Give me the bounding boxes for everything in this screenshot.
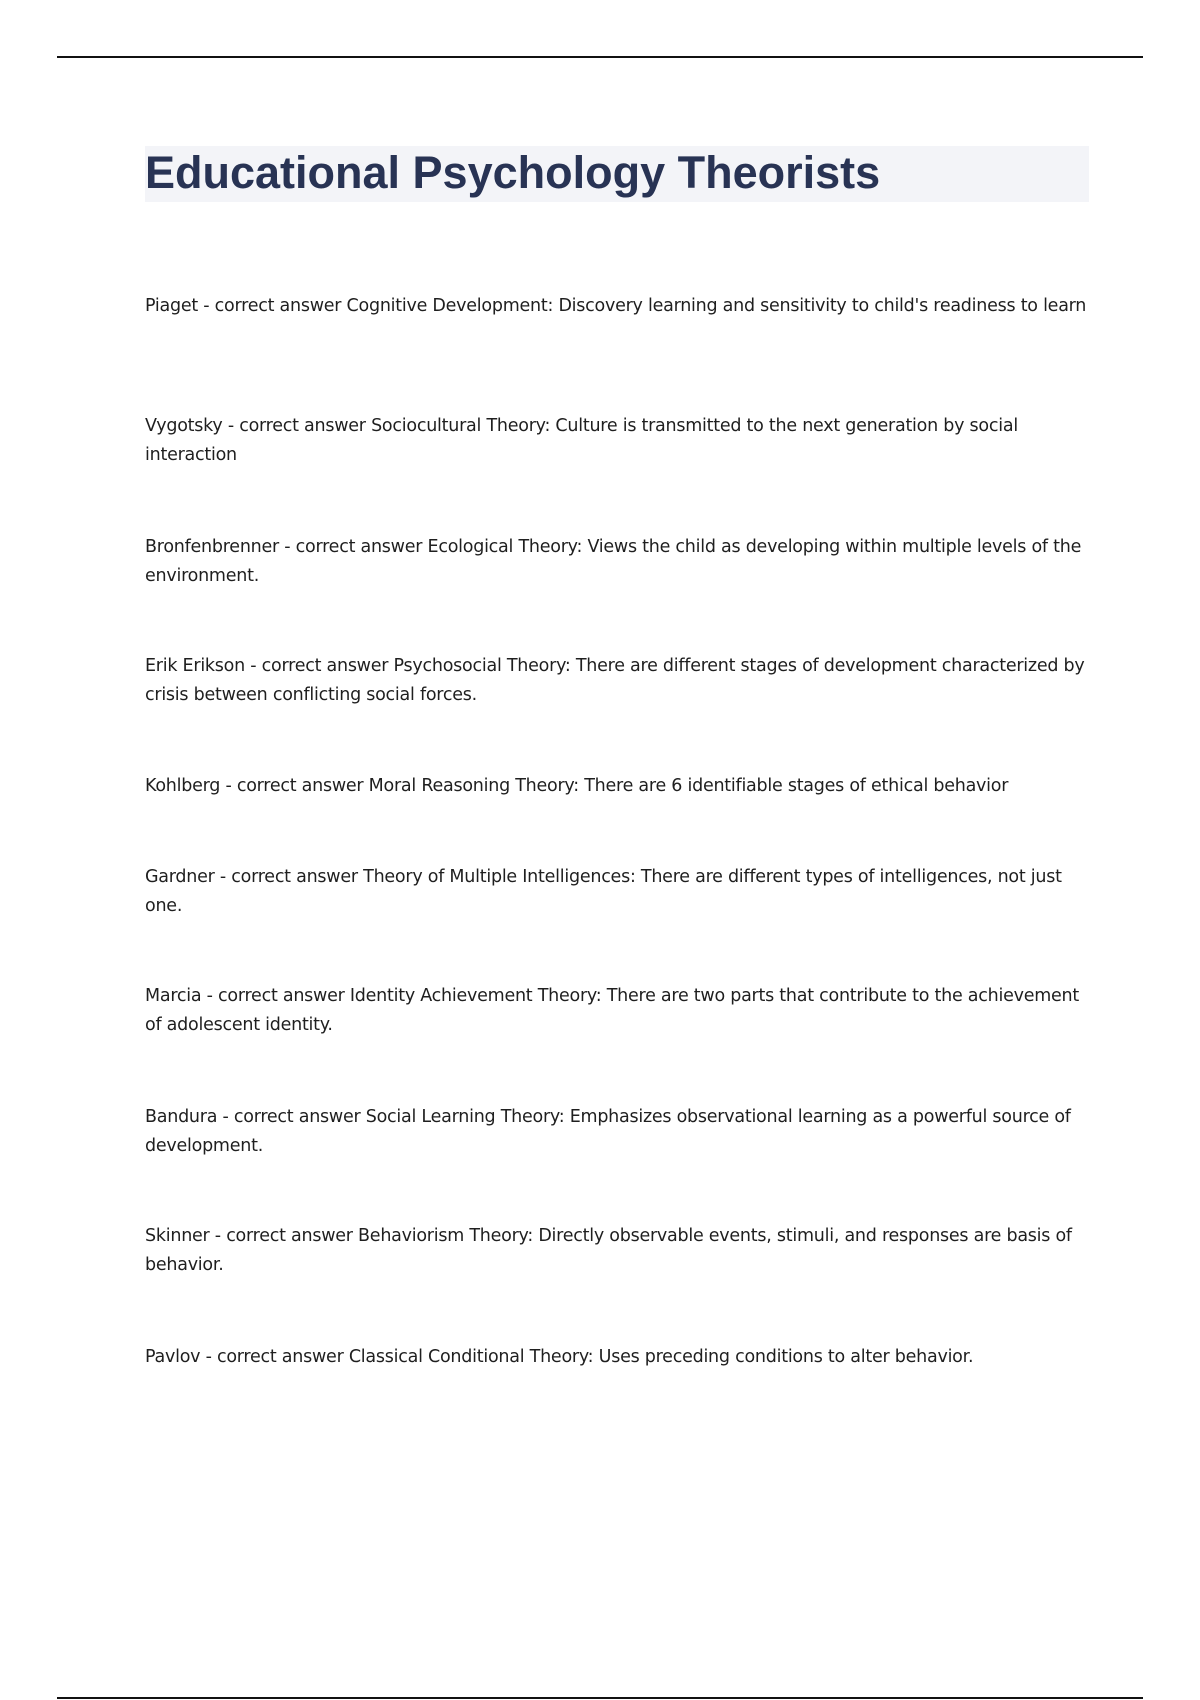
entry-vygotsky: Vygotsky - correct answer Sociocultural Theory: Culture is transmitted to the next generation by social interaction: [145, 416, 1018, 465]
entry-erikson: Erik Erikson - correct answer Psychosocial Theory: There are different stages of development characterized by crisis between conflicting social forces.: [145, 656, 1085, 705]
entry-kohlberg: Kohlberg - correct answer Moral Reasoning Theory: There are 6 identifiable stages of ethical behavior: [145, 776, 1009, 796]
entry-pavlov: Pavlov - correct answer Classical Conditional Theory: Uses preceding conditions to alter behavior.: [145, 1347, 974, 1367]
entry-bronfenbrenner: Bronfenbrenner - correct answer Ecological Theory: Views the child as developing within multiple levels of the environment.: [145, 537, 1082, 586]
header-rule: [57, 56, 1143, 58]
page-title: Educational Psychology Theorists: [145, 147, 881, 198]
entry-piaget: Piaget - correct answer Cognitive Development: Discovery learning and sensitivity to child's readiness to learn: [145, 296, 1087, 316]
footer-rule: [57, 1697, 1143, 1699]
entry-skinner: Skinner - correct answer Behaviorism Theory: Directly observable events, stimuli, and responses are basis of behavior.: [145, 1226, 1072, 1275]
entry-gardner: Gardner - correct answer Theory of Multiple Intelligences: There are different types of intelligences, not just one.: [145, 867, 1062, 916]
entry-marcia: Marcia - correct answer Identity Achievement Theory: There are two parts that contribute to the achievement of adolescent identity.: [145, 986, 1079, 1035]
entry-bandura: Bandura - correct answer Social Learning Theory: Emphasizes observational learning as a powerful source of development.: [145, 1107, 1071, 1156]
